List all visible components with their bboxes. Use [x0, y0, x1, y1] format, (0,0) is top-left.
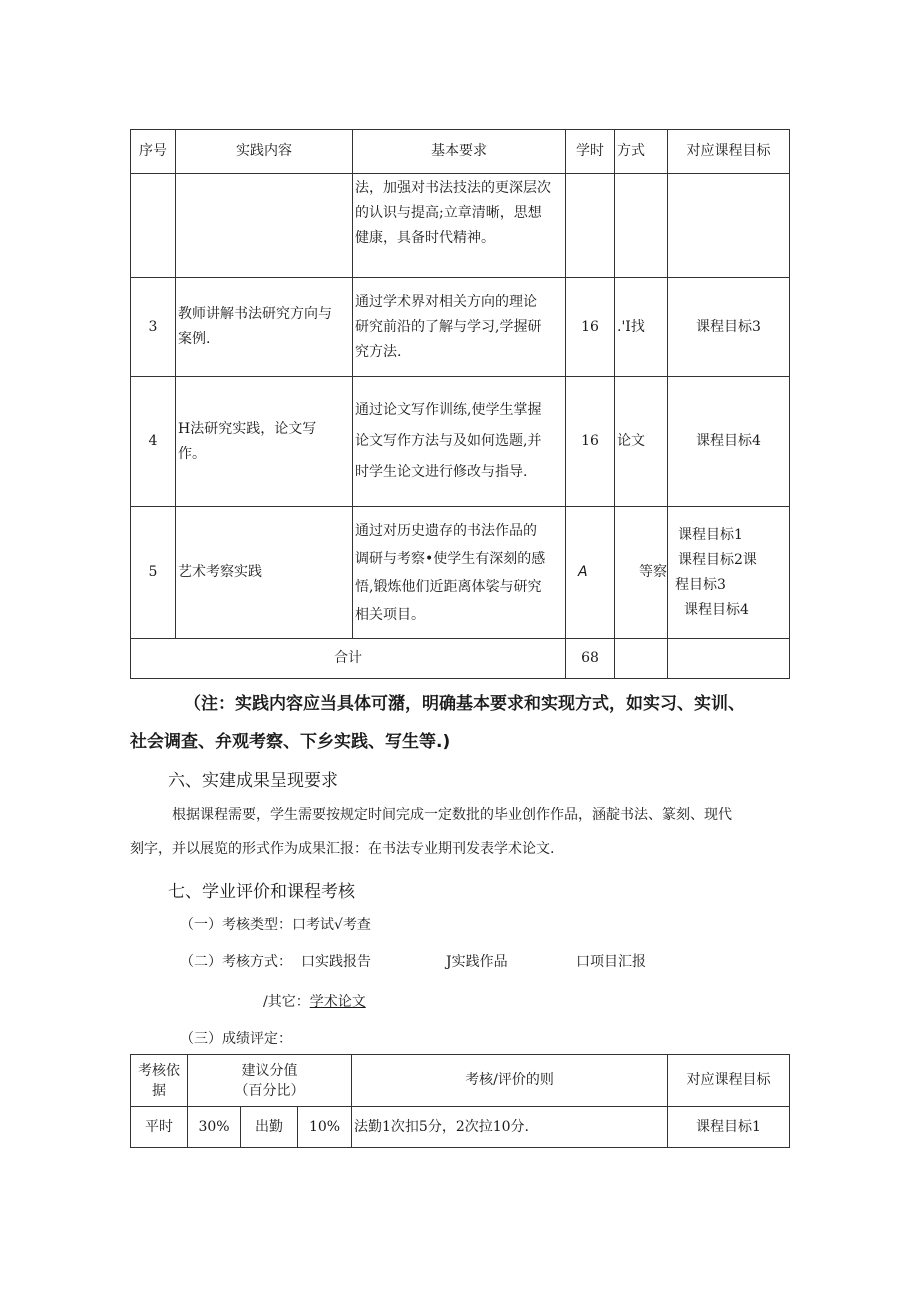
method-cell: 等察	[615, 507, 668, 639]
content-cell: 教师讲解书法研究方向与 案例.	[176, 278, 353, 377]
total-pct-cell: 30%	[188, 1107, 241, 1148]
header-score: 建议分值 （百分比）	[188, 1055, 352, 1107]
assessment-type	[180, 914, 371, 934]
practice-table	[130, 129, 790, 679]
row-no: 4	[131, 377, 176, 507]
goal-cell: 课程目标4	[668, 377, 790, 507]
basis-cell: 平时	[131, 1107, 188, 1148]
note: （注：实践内容应当具体可潴，明确基本要求和实现方式，如实习、实训、	[184, 694, 745, 714]
assessment-type-value: 口考试√考查	[292, 917, 371, 933]
total-row	[131, 639, 790, 679]
table-row	[131, 1107, 790, 1148]
hours-cell: A	[566, 507, 615, 639]
table-row-continued	[131, 174, 790, 278]
row-no: 3	[131, 278, 176, 377]
method-option: J实践作品	[446, 954, 508, 970]
grade-evaluation-label: （三）成绩评定：	[180, 1031, 292, 1047]
header-goal: 对应课程目标	[668, 130, 790, 174]
assessment-type-label: （一）考核类型：	[180, 917, 292, 933]
grade-table	[130, 1054, 790, 1148]
hours-cell: 16	[566, 377, 615, 507]
grade-header-row	[131, 1055, 790, 1107]
content-cell: 艺术考察实践	[176, 507, 353, 639]
header-no: 序号	[131, 130, 176, 174]
method-other	[263, 991, 366, 1011]
method-option: 口实践报告	[301, 954, 371, 970]
requirement-cell: 通过论文写作训练,使学生掌握 论文写作方法与及如何选题,并 时学生论文进行修改与指导.	[353, 377, 566, 507]
content-cell: H法研究实践，论文写 作。	[176, 377, 353, 507]
table-row	[131, 377, 790, 507]
method-option: 口项目汇报	[576, 954, 646, 970]
requirement-cell: 法，加强对书法技法的更深层次 的认识与提高;立章清晰，思想 健康，具备时代精神。	[353, 174, 566, 278]
header-content: 实践内容	[176, 130, 353, 174]
total-label: 合计	[131, 639, 566, 679]
table-header-row	[131, 130, 790, 174]
hours-cell: 16	[566, 278, 615, 377]
goal-cell: 课程目标1 课程目标2课 程目标3 课程目标4	[668, 507, 790, 639]
goal-cell: 课程目标3	[668, 278, 790, 377]
assessment-method	[180, 951, 292, 971]
method-other-label: /其它：	[263, 994, 310, 1010]
header-requirement: 基本要求	[353, 130, 566, 174]
requirement-cell: 通过学术界对相关方向的理论 研究前沿的了解与学习,学握研 究方法.	[353, 278, 566, 377]
rule-cell: 法勤1次扣5分，2次拉10分.	[352, 1107, 668, 1148]
section7-heading: 七、学业评价和课程考核	[168, 882, 355, 902]
requirement-cell: 通过对历史遗存的书法作品的 调研与考察•使学生有深刻的感 悟,锻炼他们近距离体裟与研究 相关项目。	[353, 507, 566, 639]
total-hours: 68	[566, 639, 615, 679]
goal-cell: 课程目标1	[668, 1107, 790, 1148]
method-cell: .'I找	[615, 278, 668, 377]
table-row	[131, 278, 790, 377]
header-goal: 对应课程目标	[668, 1055, 790, 1107]
method-other-value: 学术论文	[309, 994, 366, 1010]
assessment-method-label: （二）考核方式：	[180, 954, 292, 970]
header-basis: 考核依 据	[131, 1055, 188, 1107]
section6-paragraph: 根据课程需要，学生需要按规定时间完成一定数批的毕业创作作品，涵靛书法、篆刻、现代 刻字，并以展览的形式作为成果汇报：在书法专业期刊发表学术论文.	[130, 807, 732, 857]
header-hours: 学时	[566, 130, 615, 174]
header-rule: 考核/评价的则	[352, 1055, 668, 1107]
method-cell: 论文	[615, 377, 668, 507]
row-no: 5	[131, 507, 176, 639]
sub-pct-cell: 10%	[298, 1107, 352, 1148]
section6-heading: 六、实建成果呈现要求	[168, 771, 338, 791]
table-row	[131, 507, 790, 639]
sub-item-cell: 出勤	[241, 1107, 298, 1148]
note-continued: 社会调查、弁观考察、下乡实践、写生等.)	[130, 732, 451, 752]
header-method: 方式	[615, 130, 668, 174]
